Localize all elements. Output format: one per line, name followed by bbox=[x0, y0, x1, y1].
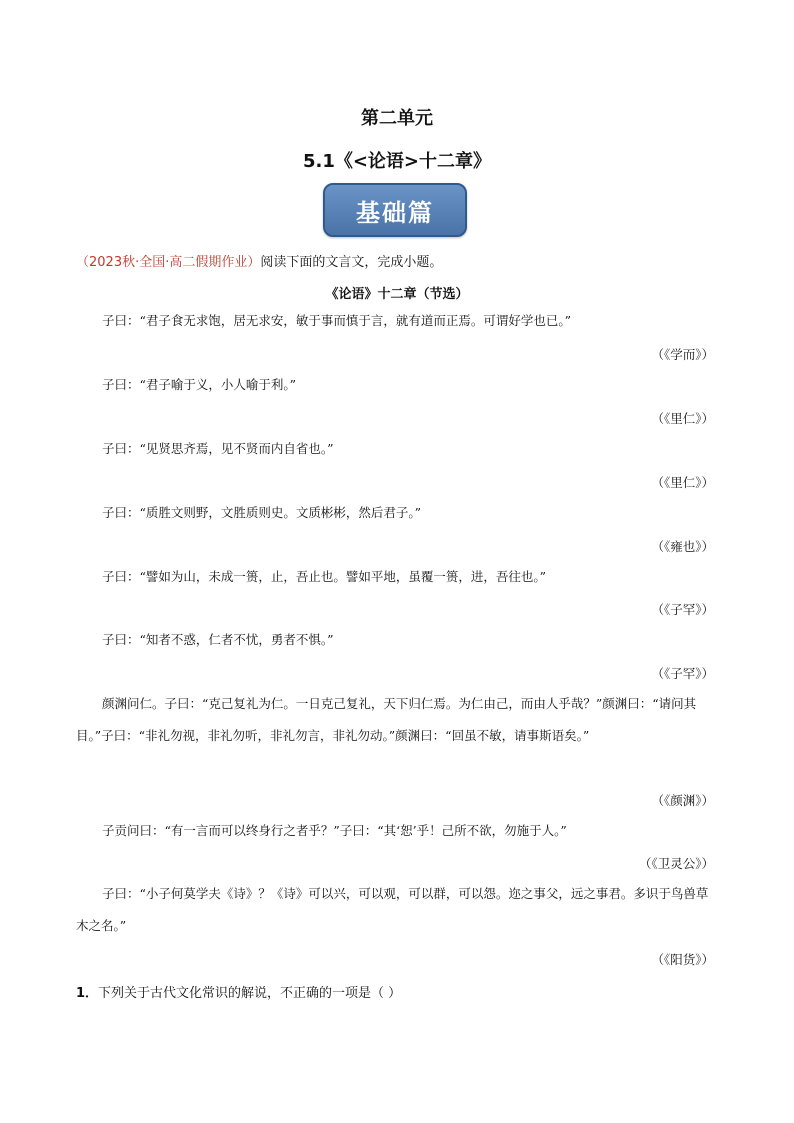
passage-2-source: （《里仁》） bbox=[651, 411, 714, 426]
passage-text: 子曰：“知者不惑，仁者不忧，勇者不惧。” bbox=[102, 632, 334, 647]
level-badge: 基础篇 bbox=[323, 183, 467, 237]
source-open: （ bbox=[76, 255, 90, 270]
intro-line bbox=[76, 251, 756, 270]
passage-6-source: （《子罕》） bbox=[651, 666, 714, 681]
passage-text: 子曰：“见贤思齐焉，见不贤而内自省也。” bbox=[102, 441, 334, 456]
lesson-title: 5.1《<论语>十二章》 bbox=[302, 151, 492, 172]
unit-title: 第二单元 bbox=[361, 108, 433, 129]
passage-7 bbox=[76, 688, 718, 752]
question-1 bbox=[76, 982, 401, 1001]
passage-3-source: （《里仁》） bbox=[651, 475, 714, 490]
passage-8-source: （《卫灵公》） bbox=[638, 856, 714, 871]
passage-1-source: （《学而》） bbox=[651, 347, 714, 362]
passage-text: 子曰：“君子喻于义，小人喻于利。” bbox=[102, 377, 297, 392]
passage-2 bbox=[76, 369, 718, 401]
passage-text: 子贡问曰：“有一言而可以终身行之者乎？”子曰：“其‘恕’乎！己所不欲，勿施于人。” bbox=[102, 823, 567, 838]
passage-9 bbox=[76, 878, 718, 942]
passage-text: 子曰：“譬如为山，未成一篑，止，吾止也。譬如平地，虽覆一篑，进，吾往也。” bbox=[102, 569, 547, 584]
passage-4-source: （《雍也》） bbox=[651, 539, 714, 554]
instruction-text: 阅读下面的文言文，完成小题。 bbox=[260, 255, 443, 270]
passage-5-source: （《子罕》） bbox=[651, 602, 714, 617]
passage-8 bbox=[76, 815, 718, 847]
source-close: ） bbox=[247, 255, 261, 270]
passage-3 bbox=[76, 433, 718, 465]
passage-4 bbox=[76, 497, 718, 529]
question-text: 下列关于古代文化常识的解说，不正确的一项是（ ） bbox=[98, 986, 402, 1001]
passage-text: 子曰：“君子食无求饱，居无求安，敏于事而慎于言，就有道而正焉。可谓好学也已。” bbox=[102, 313, 572, 328]
text-title: 《论语》十二章（节选） bbox=[325, 287, 469, 302]
passage-9-source: （《阳货》） bbox=[651, 952, 714, 967]
question-number: 1． bbox=[76, 986, 99, 1001]
source-tag: 2023秋·全国·高二假期作业 bbox=[89, 255, 248, 270]
passage-7-source: （《颜渊》） bbox=[651, 793, 714, 808]
passage-text: 子曰：“小子何莫学夫《诗》？《诗》可以兴，可以观，可以群，可以怨。迩之事父，远之事君。多识于鸟兽草木之名。” bbox=[76, 886, 709, 933]
passage-6 bbox=[76, 624, 718, 656]
passage-1 bbox=[76, 305, 718, 337]
passage-text: 颜渊问仁。子曰：“克己复礼为仁。一日克己复礼，天下归仁焉。为仁由己，而由人乎哉？”颜渊曰：“请问其目。”子曰：“非礼勿视，非礼勿听，非礼勿言，非礼勿动。”颜渊曰：“回虽不敏，请事斯语矣。” bbox=[76, 696, 697, 743]
passage-5 bbox=[76, 561, 718, 593]
passage-text: 子曰：“质胜文则野，文胜质则史。文质彬彬，然后君子。” bbox=[102, 505, 422, 520]
